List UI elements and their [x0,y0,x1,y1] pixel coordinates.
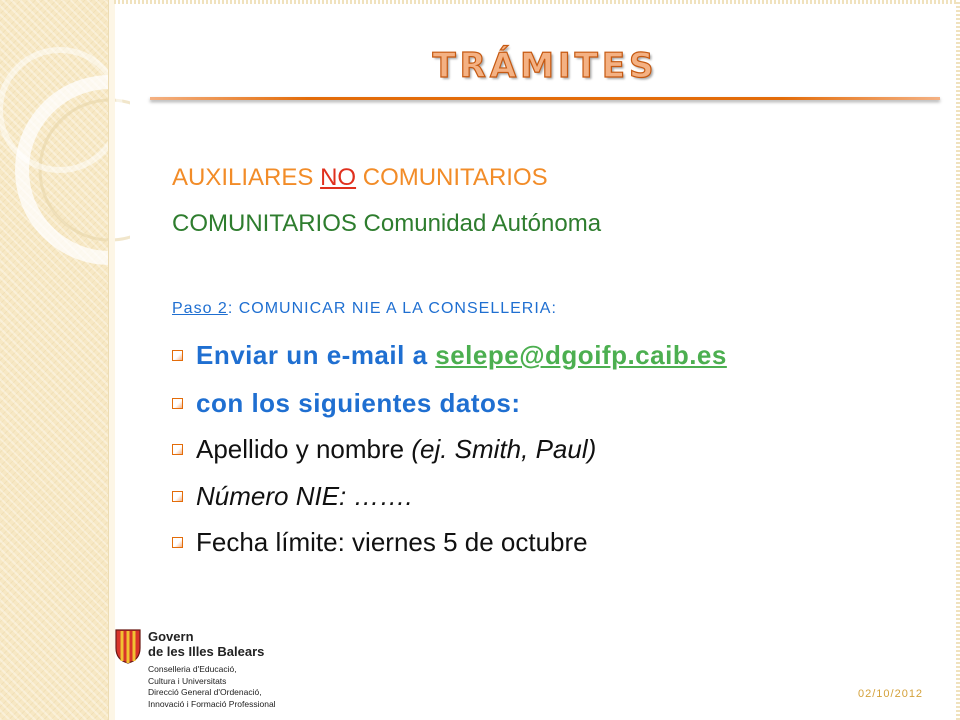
list-item [172,434,596,465]
govern-line2: de les Illes Balears [148,644,265,659]
top-border [114,0,960,4]
square-bullet-icon [172,398,183,409]
square-bullet-icon [172,491,183,502]
list-item-text [196,434,596,465]
govern-name [148,629,264,659]
square-bullet-icon [172,444,183,455]
step-heading [172,300,557,318]
heading-auxiliares [172,164,548,192]
heading-part1: AUXILIARES [172,164,321,191]
heading-no: NO [320,164,357,191]
dept-line: Cultura i Universitats [148,675,227,686]
list-item [172,527,588,558]
department-text [148,664,276,710]
list-item [172,340,727,371]
sidebar-edge [108,0,115,720]
list-item-text: Fecha límite: viernes 5 de octubre [196,527,588,557]
square-bullet-icon [172,350,183,361]
dept-line: Innovació i Formació Professional [148,698,276,709]
list-item-text [196,340,727,371]
list-item [172,388,521,419]
email-link[interactable]: selepe@dgoifp.caib.es [435,340,727,370]
step-text: : COMUNICAR NIE A LA CONSELLERIA: [227,300,557,317]
name-label: Apellido y nombre [196,434,412,464]
square-bullet-icon [172,537,183,548]
govern-line1: Govern [148,629,194,644]
name-example: (ej. Smith, Paul) [411,434,597,464]
email-prompt: Enviar un e-mail a [196,340,436,370]
dept-line: Direcció General d'Ordenació, [148,687,262,697]
list-item-text: Número NIE: ……. [196,481,413,511]
govern-coat-of-arms-icon [114,628,142,664]
right-border [956,0,960,720]
heading-comunitarios: COMUNITARIOS Comunidad Autónoma [172,210,602,237]
list-item-text: con los siguientes datos: [196,388,521,418]
list-item [172,481,413,512]
slide-title: TRÁMITES [432,46,658,86]
title-underline [150,97,940,100]
heading-part2: COMUNITARIOS [356,164,548,191]
step-label: Paso 2 [172,300,228,317]
slide-date: 02/10/2012 [858,688,924,700]
dept-line: Conselleria d'Educació, [148,664,237,674]
